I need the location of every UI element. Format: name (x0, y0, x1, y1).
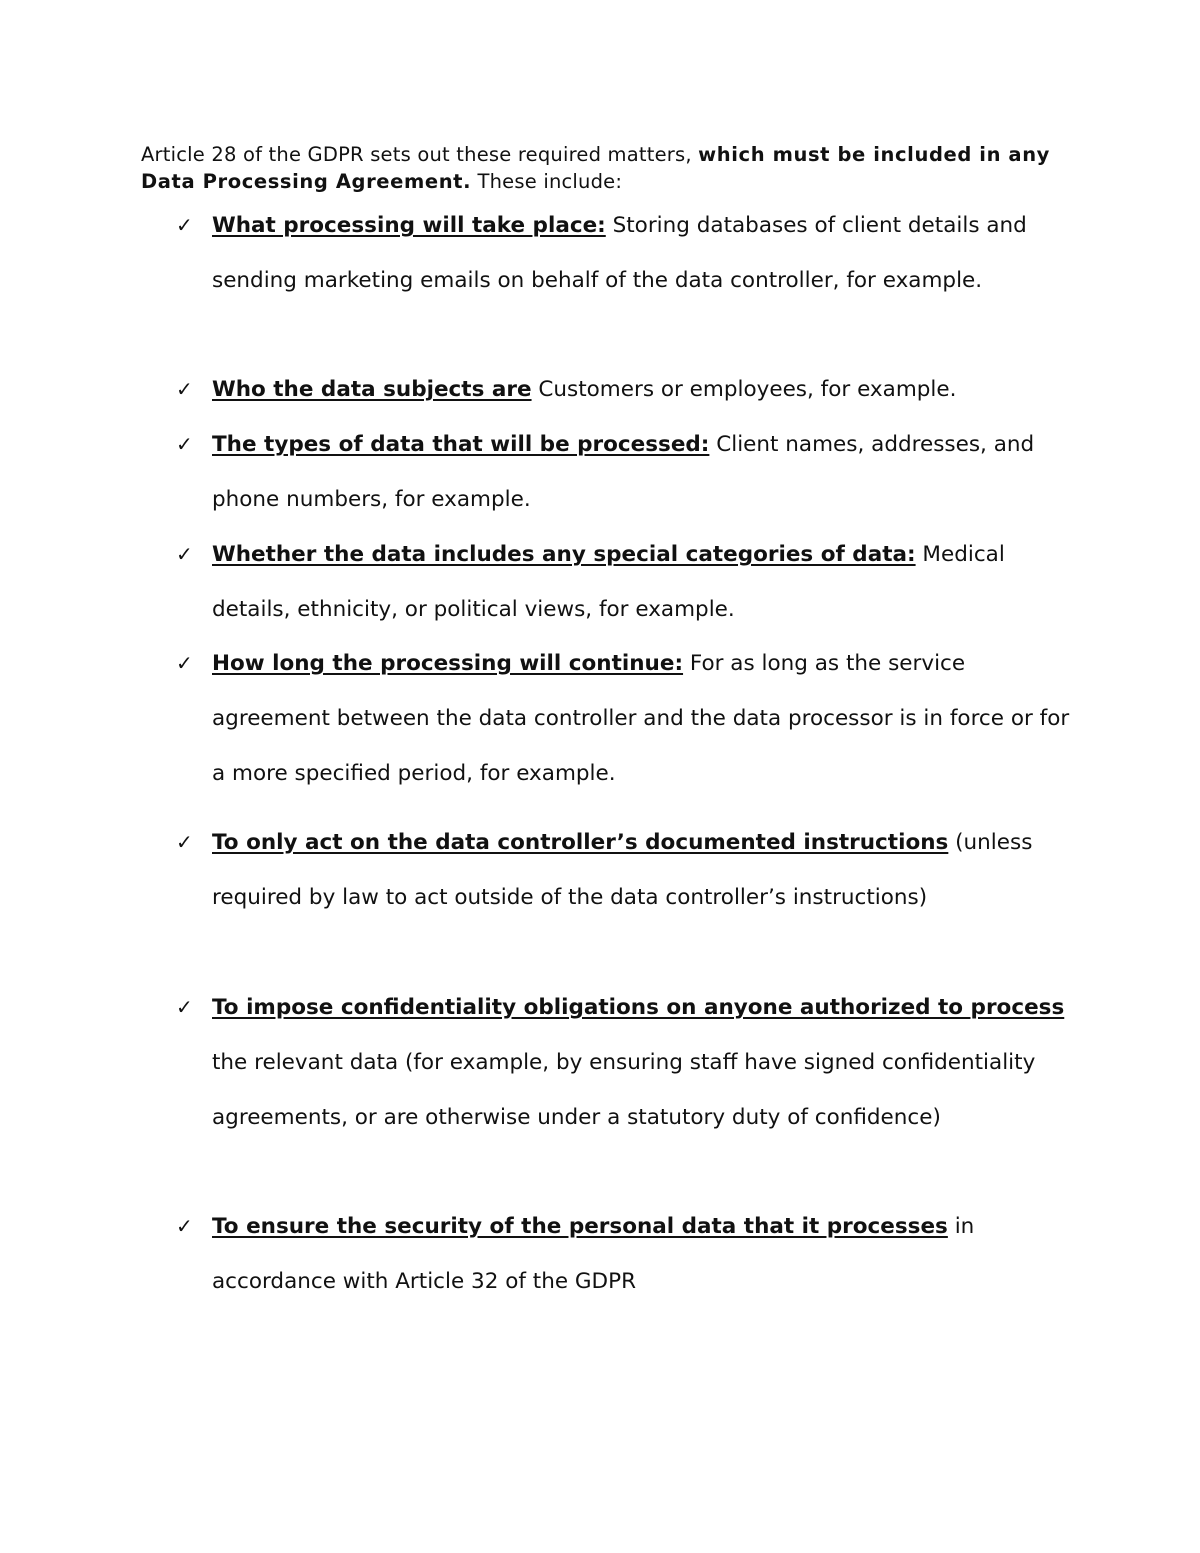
item-body: Customers or employees, for example. (531, 377, 957, 402)
checkmark-icon: ✓ (176, 1214, 193, 1238)
item-body: Storing databases of client details and sending marketing emails on behalf of the data controller, for example. (212, 213, 1027, 293)
checkmark-icon: ✓ (176, 213, 193, 237)
item-body: Client names, addresses, and phone numbers, for example. (212, 432, 1035, 512)
item-heading: Whether the data includes any special categories of data: (212, 542, 916, 567)
item-body: the relevant data (for example, by ensuring staff have signed confidentiality agreements, or are otherwise under a statutory duty of confidence) (212, 1050, 1036, 1130)
checklist-item (176, 980, 1072, 1145)
checkmark-icon: ✓ (176, 542, 193, 566)
item-heading: To impose confidentiality obligations on anyone authorized to process (212, 995, 1065, 1020)
checklist-item (176, 198, 1072, 308)
checkmark-icon: ✓ (176, 830, 193, 854)
item-body: For as long as the service agreement between the data controller and the data processor is in force or for a more specified period, for example. (212, 651, 1070, 786)
item-heading: To ensure the security of the personal data that it processes (212, 1214, 948, 1239)
item-heading: The types of data that will be processed: (212, 432, 710, 457)
checkmark-icon: ✓ (176, 432, 193, 456)
intro-emphasis: which must be included in any Data Processing Agreement. (141, 143, 1050, 193)
intro-tail: These include: (471, 170, 623, 193)
checklist-item (176, 527, 1072, 637)
item-heading: How long the processing will continue: (212, 651, 684, 676)
intro-paragraph (141, 141, 1061, 195)
checklist-item (176, 417, 1072, 527)
checkmark-icon: ✓ (176, 995, 193, 1019)
checklist-item (176, 1199, 1072, 1309)
checklist-item (176, 815, 1072, 925)
checkmark-icon: ✓ (176, 651, 193, 675)
item-body: in accordance with Article 32 of the GDPR (212, 1214, 975, 1294)
checklist-item (176, 362, 1072, 417)
item-body: Medical details, ethnicity, or political views, for example. (212, 542, 1005, 622)
item-heading: To only act on the data controller’s documented instructions (212, 830, 949, 855)
item-heading: What processing will take place: (212, 213, 606, 238)
intro-text: Article 28 of the GDPR sets out these required matters, (141, 143, 699, 166)
checklist-item (176, 636, 1072, 801)
item-heading: Who the data subjects are (212, 377, 532, 402)
checkmark-icon: ✓ (176, 377, 193, 401)
item-body: (unless required by law to act outside of the data controller’s instructions) (212, 830, 1033, 910)
